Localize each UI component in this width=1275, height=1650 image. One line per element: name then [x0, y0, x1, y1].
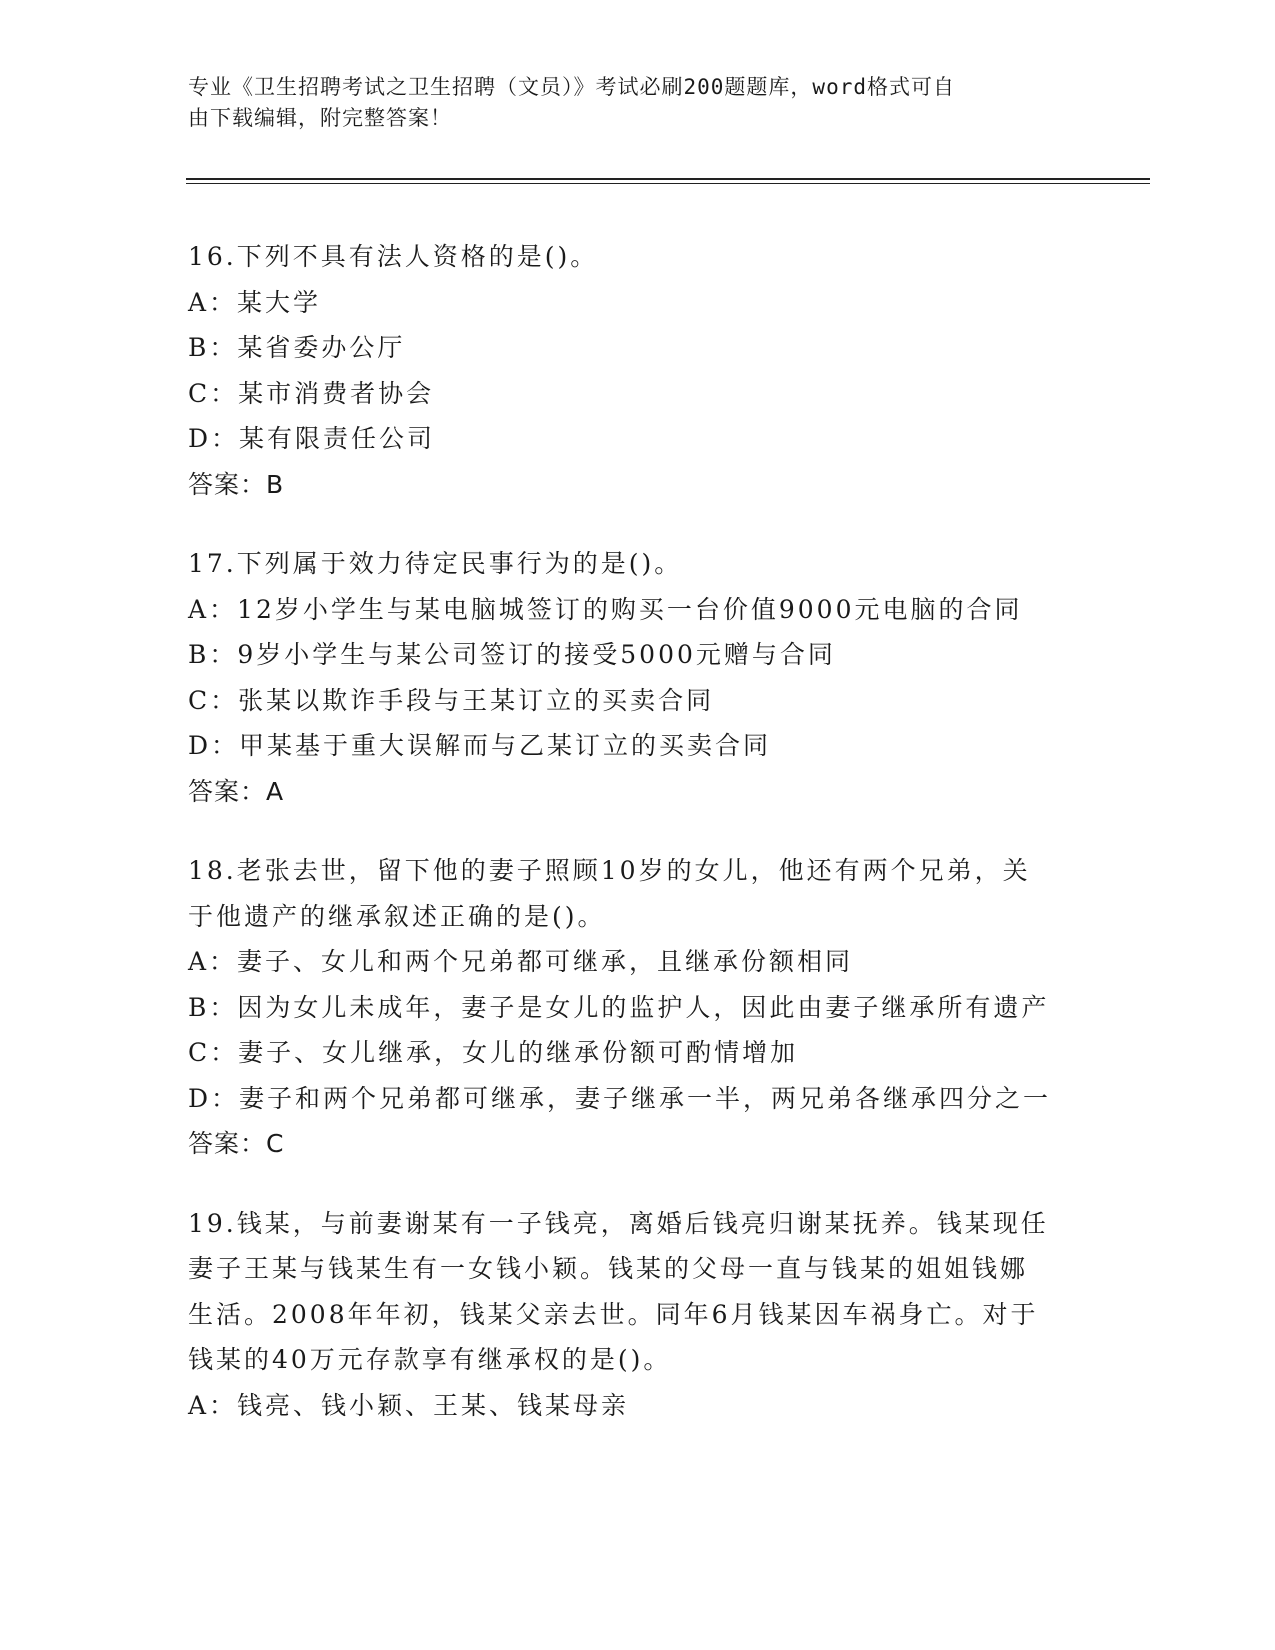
option-c: C：张某以欺诈手段与王某订立的买卖合同	[188, 685, 715, 715]
option-a: A：某大学	[188, 287, 322, 317]
option-d: D：甲某基于重大误解而与乙某订立的买卖合同	[188, 731, 772, 760]
question-list	[188, 234, 1148, 1462]
answer: 答案：B	[188, 469, 285, 499]
question-19	[188, 1201, 1148, 1429]
option-b: B：9岁小学生与某公司签订的接受5000元赠与合同	[188, 640, 836, 669]
option-b: B：因为女儿未成年，妻子是女儿的监护人，因此由妻子继承所有遗产	[188, 992, 1050, 1022]
answer: 答案：A	[188, 776, 285, 806]
option-c: C：妻子、女儿继承，女儿的继承份额可酌情增加	[188, 1038, 799, 1067]
question-18	[188, 848, 1148, 1167]
header-line-2: 由下载编辑，附完整答案！	[188, 106, 452, 130]
question-stem: 19.钱某，与前妻谢某有一子钱亮，离婚后钱亮归谢某抚养。钱某现任	[188, 1208, 1049, 1238]
question-stem: 16.下列不具有法人资格的是()。	[188, 242, 599, 271]
question-16	[188, 234, 1148, 507]
option-d: D：妻子和两个兄弟都可继承，妻子继承一半，两兄弟各继承四分之一	[188, 1083, 1052, 1113]
question-stem: 生活。2008年年初，钱某父亲去世。同年6月钱某因车祸身亡。对于	[188, 1299, 1039, 1329]
option-a: A：妻子、女儿和两个兄弟都可继承，且继承份额相同	[188, 947, 854, 976]
question-stem: 钱某的40万元存款享有继承权的是()。	[188, 1345, 672, 1374]
question-stem: 于他遗产的继承叙述正确的是()。	[188, 901, 606, 931]
option-a: A：钱亮、钱小颖、王某、钱某母亲	[188, 1390, 630, 1420]
option-a: A：12岁小学生与某电脑城签订的购买一台价值9000元电脑的合同	[188, 594, 1023, 624]
answer: 答案：C	[188, 1129, 285, 1158]
option-d: D：某有限责任公司	[188, 424, 436, 453]
document-header	[188, 72, 1088, 134]
header-divider	[186, 178, 1150, 184]
option-b: B：某省委办公厅	[188, 333, 406, 362]
question-17	[188, 541, 1148, 814]
header-line-1: 专业《卫生招聘考试之卫生招聘（文员）》考试必刷200题题库，word格式可自	[188, 75, 955, 99]
question-stem: 17.下列属于效力待定民事行为的是()。	[188, 549, 683, 578]
option-c: C：某市消费者协会	[188, 378, 435, 408]
question-stem: 18.老张去世，留下他的妻子照顾10岁的女儿，他还有两个兄弟，关	[188, 856, 1031, 885]
question-stem: 妻子王某与钱某生有一女钱小颖。钱某的父母一直与钱某的姐姐钱娜	[188, 1254, 1029, 1283]
